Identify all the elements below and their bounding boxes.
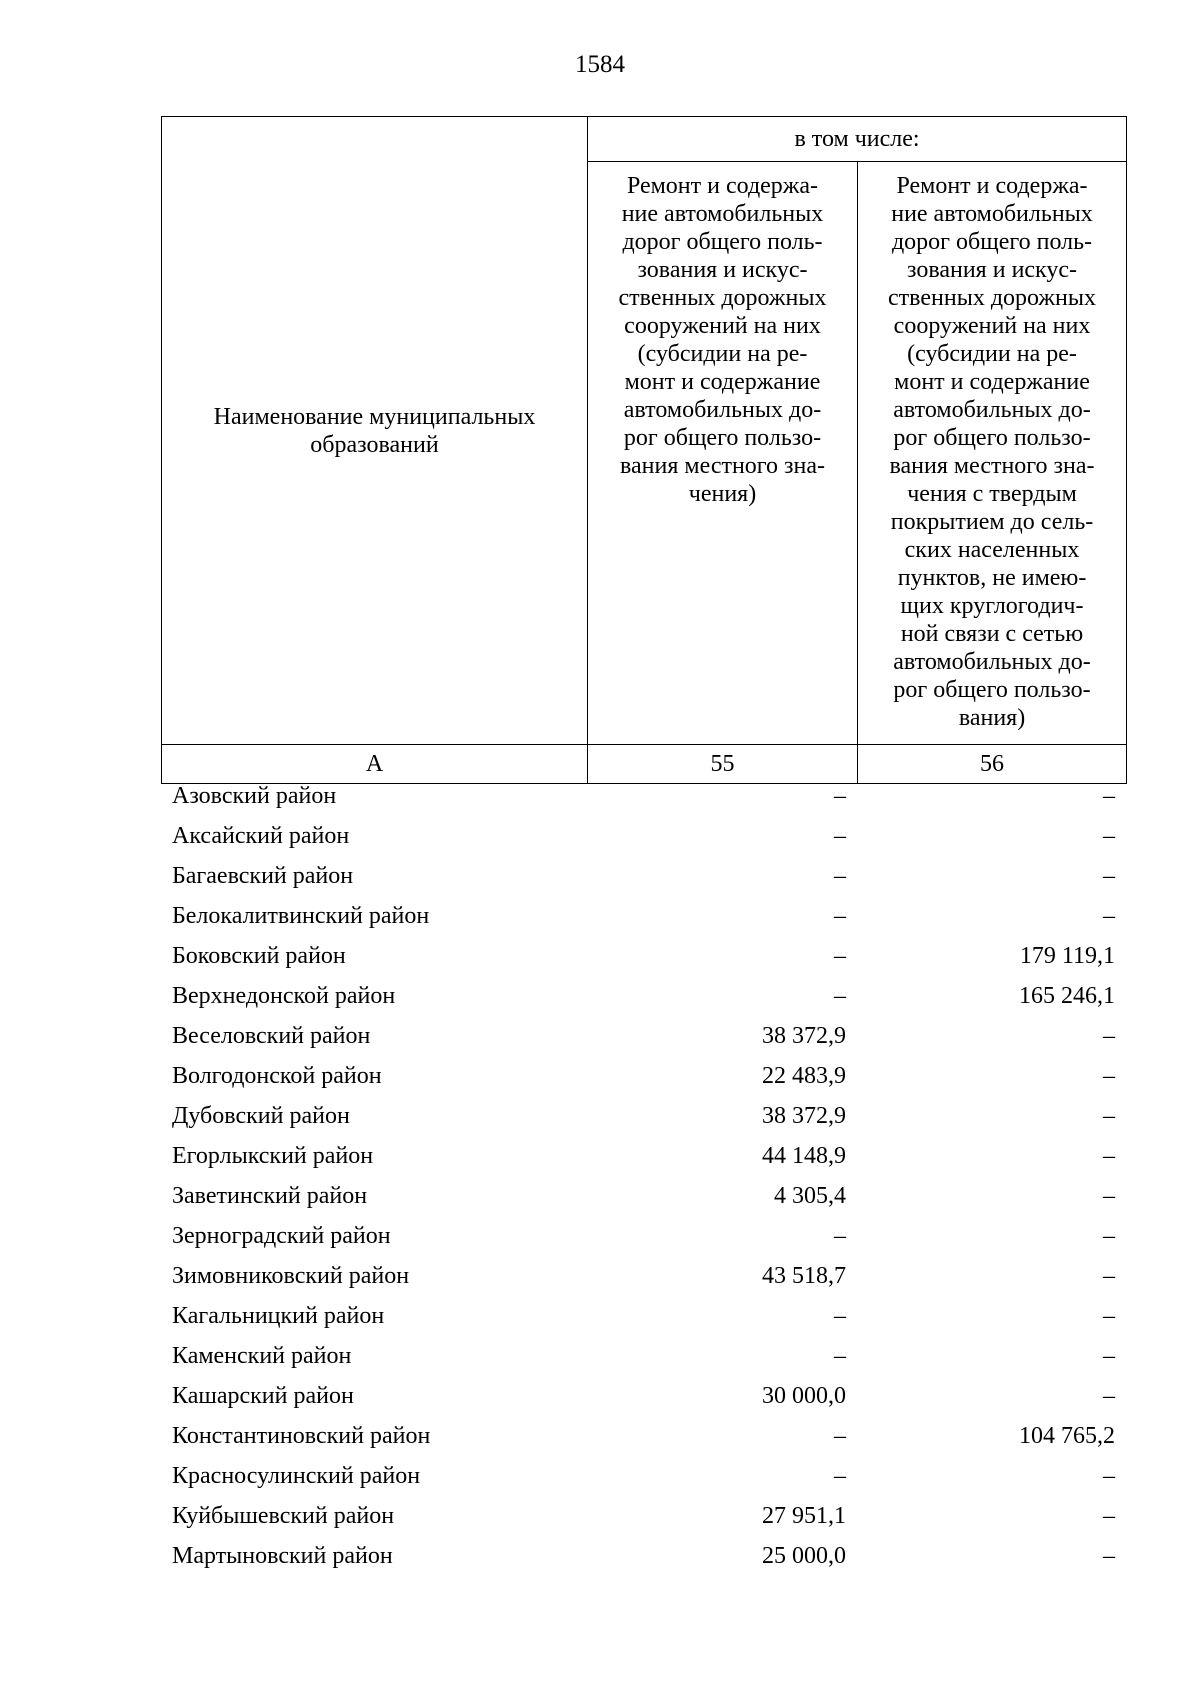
- municipality-name: Веселовский район: [172, 1023, 371, 1049]
- table-row: [161, 936, 1126, 976]
- value-col-56: –: [1103, 1103, 1115, 1129]
- value-col-55: 27 951,1: [762, 1503, 846, 1529]
- municipality-name: Белокалитвинский район: [172, 903, 430, 929]
- value-col-56: –: [1103, 823, 1115, 849]
- table-row: [161, 1376, 1126, 1416]
- municipality-name: Зимовниковский район: [172, 1263, 410, 1289]
- value-col-55: 44 148,9: [762, 1143, 846, 1169]
- value-col-55: –: [834, 783, 846, 809]
- value-col-55: 38 372,9: [762, 1023, 846, 1049]
- municipality-name: Мартыновский район: [172, 1543, 393, 1569]
- municipality-name: Дубовский район: [172, 1103, 350, 1129]
- value-col-55: 22 483,9: [762, 1063, 846, 1089]
- municipality-name: Заветинский район: [172, 1183, 368, 1209]
- value-col-56: –: [1103, 783, 1115, 809]
- value-col-56: –: [1103, 1503, 1115, 1529]
- value-col-55: –: [834, 943, 846, 969]
- municipality-name: Зерноградский район: [172, 1223, 391, 1249]
- municipality-name: Волгодонской район: [172, 1063, 382, 1089]
- table-row: [161, 1056, 1126, 1096]
- column-header-56: Ремонт и содержа- ние автомобильных дорог общего поль- зования и искус- ственных дорожных сооружений на них (субсидии на ре- монт и содержание автомобильных до- рог общего пользо- вания местного зна- чения с твердым покрытием до сель- ских населенных пунктов, не имею- щих круглогодич- ной связи с сетью автомобильных до- рог общего пользо- вания): [858, 162, 1127, 745]
- value-col-56: –: [1103, 1223, 1115, 1249]
- value-col-56: –: [1103, 1303, 1115, 1329]
- value-col-56: –: [1103, 1023, 1115, 1049]
- value-col-56: –: [1103, 1543, 1115, 1569]
- value-col-56: –: [1103, 1263, 1115, 1289]
- table-header: [161, 116, 1127, 784]
- table-row: [161, 816, 1126, 856]
- value-col-56: –: [1103, 863, 1115, 889]
- municipality-name: Куйбышевский район: [172, 1503, 395, 1529]
- value-col-55: 43 518,7: [762, 1263, 846, 1289]
- column-header-55: Ремонт и содержа- ние автомобильных дорог общего поль- зования и искус- ственных дорожных сооружений на них (субсидии на ре- монт и содержание автомобильных до- рог общего пользо- вания местного зна- чения): [588, 162, 858, 745]
- page-number: 1584: [575, 51, 625, 78]
- table-row: [161, 1336, 1126, 1376]
- value-col-56: –: [1103, 903, 1115, 929]
- column-number-56: 56: [858, 745, 1127, 784]
- municipality-name: Кашарский район: [172, 1383, 354, 1409]
- value-col-55: –: [834, 1463, 846, 1489]
- value-col-55: –: [834, 1223, 846, 1249]
- table-row: [161, 1016, 1126, 1056]
- value-col-55: –: [834, 1423, 846, 1449]
- value-col-55: –: [834, 823, 846, 849]
- value-col-55: 38 372,9: [762, 1103, 846, 1129]
- value-col-56: 179 119,1: [1019, 943, 1115, 969]
- table-row: [161, 776, 1126, 816]
- value-col-56: –: [1103, 1143, 1115, 1169]
- value-col-55: 4 305,4: [774, 1183, 846, 1209]
- municipality-name: Багаевский район: [172, 863, 354, 889]
- table-row: [161, 1496, 1126, 1536]
- value-col-55: –: [834, 1303, 846, 1329]
- table-row: [161, 1096, 1126, 1136]
- table-row: [161, 1296, 1126, 1336]
- value-col-55: 30 000,0: [762, 1383, 846, 1409]
- value-col-55: –: [834, 1343, 846, 1369]
- municipality-name: Боковский район: [172, 943, 346, 969]
- municipality-name: Красносулинский район: [172, 1463, 421, 1489]
- municipality-name: Константиновский район: [172, 1423, 431, 1449]
- column-number-55: 55: [588, 745, 858, 784]
- value-col-55: 25 000,0: [762, 1543, 846, 1569]
- column-number-a: А: [162, 745, 588, 784]
- value-col-55: –: [834, 903, 846, 929]
- municipality-name: Егорлыкский район: [172, 1143, 374, 1169]
- table-row: [161, 1416, 1126, 1456]
- municipality-name: Азовский район: [172, 783, 337, 809]
- value-col-56: –: [1103, 1183, 1115, 1209]
- column-header-municipality: Наименование муниципальных образований: [162, 117, 588, 745]
- municipality-name: Кагальницкий район: [172, 1303, 385, 1329]
- table-row: [161, 1136, 1126, 1176]
- table-body: [161, 776, 1126, 1576]
- value-col-55: –: [834, 863, 846, 889]
- municipality-name: Каменский район: [172, 1343, 352, 1369]
- value-col-56: –: [1103, 1463, 1115, 1489]
- table-row: [161, 1256, 1126, 1296]
- table-row: [161, 1536, 1126, 1576]
- municipality-name: Верхнедонской район: [172, 983, 396, 1009]
- value-col-56: –: [1103, 1383, 1115, 1409]
- table-row: [161, 1456, 1126, 1496]
- value-col-56: 104 765,2: [1019, 1423, 1115, 1449]
- column-group-header: в том числе:: [588, 117, 1127, 162]
- table-row: [161, 976, 1126, 1016]
- table-row: [161, 1216, 1126, 1256]
- value-col-56: –: [1103, 1063, 1115, 1089]
- municipality-name: Аксайский район: [172, 823, 350, 849]
- value-col-56: –: [1103, 1343, 1115, 1369]
- table-row: [161, 1176, 1126, 1216]
- table-row: [161, 856, 1126, 896]
- table-row: [161, 896, 1126, 936]
- value-col-56: 165 246,1: [1019, 983, 1115, 1009]
- table-rows: [161, 776, 1126, 1576]
- value-col-55: –: [834, 983, 846, 1009]
